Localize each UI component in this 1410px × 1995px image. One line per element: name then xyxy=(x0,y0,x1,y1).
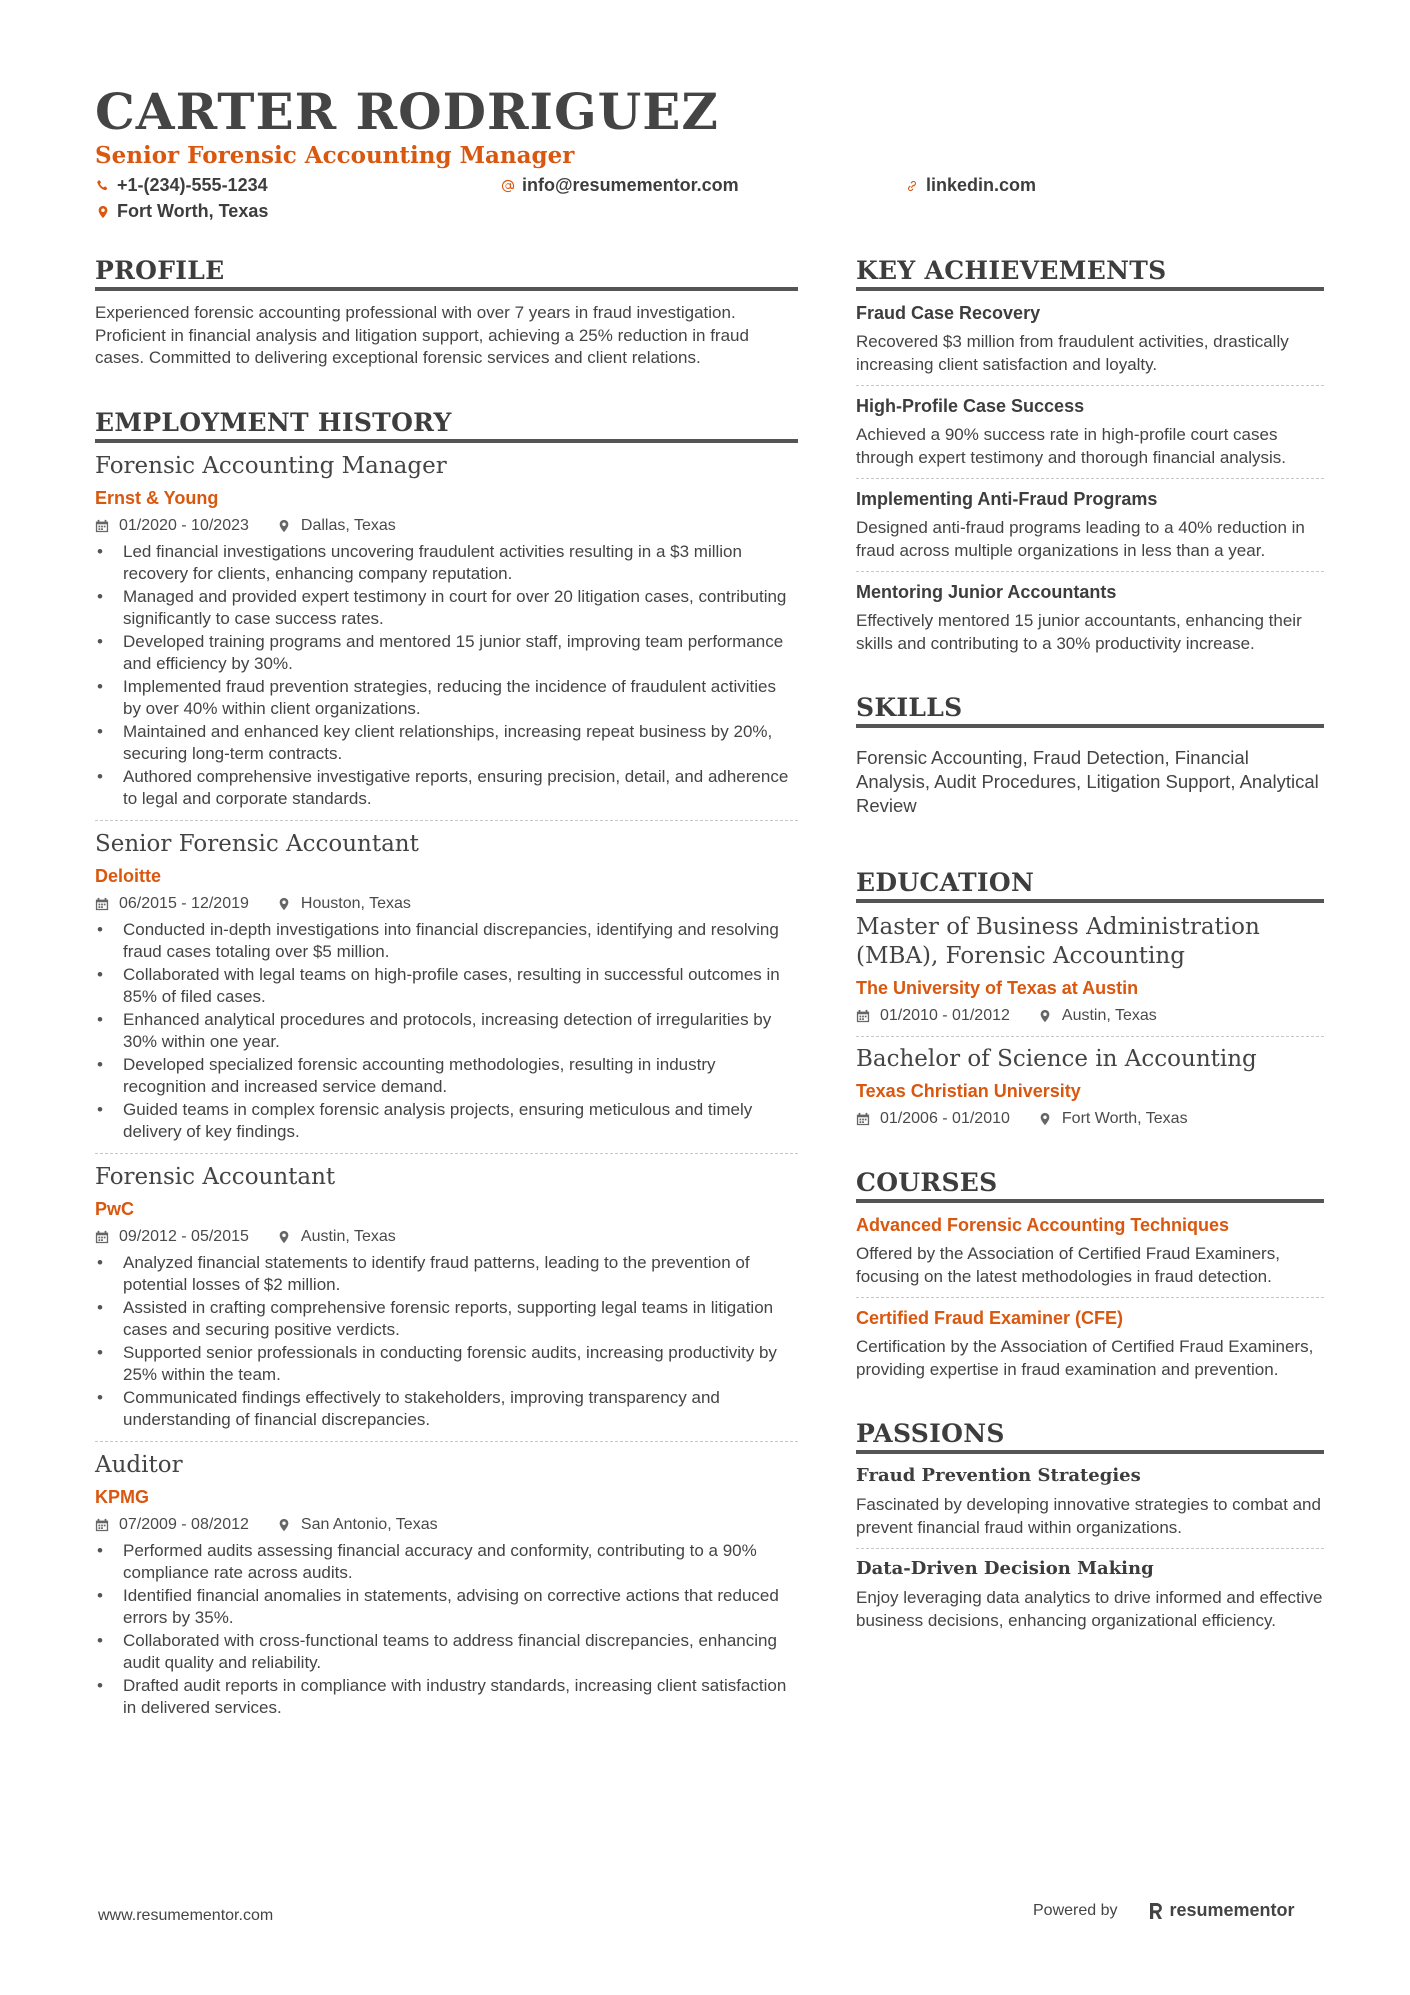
education-location: Austin, Texas xyxy=(1061,1007,1157,1024)
footer-website-link[interactable]: www.resumementor.com xyxy=(98,1907,274,1924)
education-school: The University of Texas at Austin xyxy=(856,978,1139,998)
skills-text: Forensic Accounting, Fraud Detection, Financial Analysis, Audit Procedures, Litigation Support, Analytical Review xyxy=(856,747,1319,816)
profile-text: Experienced forensic accounting professional with over 7 years in fraud investigation. Proficient in financial analysis and litigation support, achieving a 25% reduction in fraud cases. Committed to delivering exceptional forensic services and client relations. xyxy=(95,303,749,367)
education-section xyxy=(856,868,1324,1130)
phone-icon xyxy=(96,179,110,193)
profile-section xyxy=(95,256,798,370)
passion-item xyxy=(856,1557,1324,1632)
job-company: PwC xyxy=(95,1198,135,1219)
job-role: Senior Forensic Accountant xyxy=(95,830,419,857)
job-bullets xyxy=(95,919,798,1144)
job-entry xyxy=(95,1162,798,1432)
candidate-name: CARTER RODRIGUEZ xyxy=(95,82,719,141)
achievement-text: Recovered $3 million from fraudulent activities, drastically increasing client satisfaction and loyalty. xyxy=(856,332,1289,374)
powered-by-label: Powered by xyxy=(1033,1901,1118,1919)
section-title: EMPLOYMENT HISTORY xyxy=(95,408,798,443)
bullet-item: • Authored comprehensive investigative reports, ensuring precision, detail, and adherence to legal and corporate standards. xyxy=(95,766,798,811)
bullet-item: • Managed and provided expert testimony in court for over 20 litigation cases, contributing significantly to case success rates. xyxy=(95,586,798,631)
calendar-icon xyxy=(856,1009,870,1023)
achievement-item xyxy=(856,580,1324,655)
bullet-item: • Guided teams in complex forensic analysis projects, ensuring meticulous and timely delivery of key findings. xyxy=(95,1099,798,1144)
course-item xyxy=(856,1213,1324,1288)
divider xyxy=(856,1297,1324,1298)
divider xyxy=(856,385,1324,386)
left-column xyxy=(95,256,798,1720)
skills-section xyxy=(856,693,1324,818)
job-role: Auditor xyxy=(95,1451,183,1478)
achievements-section xyxy=(856,256,1324,655)
achievement-title: Mentoring Junior Accountants xyxy=(856,582,1117,602)
job-dates: 01/2020 - 10/2023 xyxy=(119,516,249,534)
job-meta xyxy=(95,515,798,537)
calendar-icon xyxy=(95,1518,109,1532)
bullet-item: • Implemented fraud prevention strategies, reducing the incidence of fraudulent activities by over 40% within client organizations. xyxy=(95,676,798,721)
job-entry xyxy=(95,451,798,811)
achievement-item xyxy=(856,487,1324,562)
brand-logo[interactable] xyxy=(1148,1900,1295,1921)
course-title: Advanced Forensic Accounting Techniques xyxy=(856,1215,1230,1235)
location-pin-icon xyxy=(1038,1112,1052,1126)
resumementor-logo-icon xyxy=(1148,1901,1164,1921)
section-title: SKILLS xyxy=(856,693,1324,728)
divider xyxy=(856,478,1324,479)
course-text: Offered by the Association of Certified Fraud Examiners, focusing on the latest methodologies in fraud detection. xyxy=(856,1244,1280,1286)
calendar-icon xyxy=(95,519,109,533)
divider xyxy=(856,1548,1324,1549)
contact-email[interactable] xyxy=(501,175,739,196)
achievement-title: High-Profile Case Success xyxy=(856,396,1085,416)
section-title: PROFILE xyxy=(95,256,798,291)
job-bullets xyxy=(95,1540,798,1720)
bullet-item: • Identified financial anomalies in statements, advising on corrective actions that reduced errors by 35%. xyxy=(95,1585,798,1630)
bullet-item: • Drafted audit reports in compliance with industry standards, increasing client satisfaction in delivered services. xyxy=(95,1675,798,1720)
passion-item xyxy=(856,1464,1324,1539)
job-entry xyxy=(95,1450,798,1720)
education-meta xyxy=(856,1108,1324,1130)
section-title: KEY ACHIEVEMENTS xyxy=(856,256,1324,291)
course-text: Certification by the Association of Certified Fraud Examiners, providing expertise in fraud examination and prevention. xyxy=(856,1337,1314,1379)
job-location: Dallas, Texas xyxy=(300,516,396,534)
location-pin-icon xyxy=(277,897,291,911)
linkedin-text: linkedin.com xyxy=(926,175,1037,195)
bullet-item: • Led financial investigations uncovering fraudulent activities resulting in a $3 million recovery for clients, enhancing company reputation. xyxy=(95,541,798,586)
brand-name: resumementor xyxy=(1169,1900,1295,1920)
achievement-text: Effectively mentored 15 junior accountants, enhancing their skills and contributing to a 30% productivity increase. xyxy=(856,611,1302,653)
divider xyxy=(95,1153,798,1154)
achievement-item xyxy=(856,301,1324,376)
education-item xyxy=(856,913,1324,1027)
job-role: Forensic Accountant xyxy=(95,1163,336,1190)
education-meta xyxy=(856,1005,1324,1027)
divider xyxy=(95,820,798,821)
job-entry xyxy=(95,829,798,1144)
right-column xyxy=(856,256,1324,1632)
job-company: Deloitte xyxy=(95,865,162,886)
link-icon xyxy=(905,179,919,193)
job-bullets xyxy=(95,541,798,811)
job-location: Houston, Texas xyxy=(300,894,411,912)
divider xyxy=(856,1036,1324,1037)
bullet-item: • Enhanced analytical procedures and protocols, increasing detection of irregularities by 30% within one year. xyxy=(95,1009,798,1054)
bullet-item: • Communicated findings effectively to stakeholders, improving transparency and understanding of financial discrepancies. xyxy=(95,1387,798,1432)
email-text: info@resumementor.com xyxy=(522,175,739,195)
phone-text: +1-(234)-555-1234 xyxy=(117,175,268,195)
job-location: San Antonio, Texas xyxy=(300,1515,438,1533)
achievement-title: Fraud Case Recovery xyxy=(856,303,1041,323)
bullet-item: • Analyzed financial statements to identify fraud patterns, leading to the prevention of potential losses of $2 million. xyxy=(95,1252,798,1297)
footer-powered-by xyxy=(1033,1900,1295,1921)
bullet-item: • Collaborated with cross-functional teams to address financial discrepancies, enhancing audit quality and reliability. xyxy=(95,1630,798,1675)
passion-title: Data-Driven Decision Making xyxy=(856,1558,1154,1579)
education-dates: 01/2010 - 01/2012 xyxy=(880,1007,1010,1024)
education-location: Fort Worth, Texas xyxy=(1061,1110,1188,1127)
achievement-item xyxy=(856,394,1324,469)
bullet-item: • Developed specialized forensic accounting methodologies, resulting in industry recognition and increased service demand. xyxy=(95,1054,798,1099)
courses-section xyxy=(856,1168,1324,1381)
section-title: PASSIONS xyxy=(856,1419,1324,1454)
calendar-icon xyxy=(95,897,109,911)
location-pin-icon xyxy=(277,1518,291,1532)
location-pin-icon xyxy=(96,205,110,219)
section-title: COURSES xyxy=(856,1168,1324,1203)
job-meta xyxy=(95,893,798,915)
at-sign-icon xyxy=(501,179,515,193)
job-company: KPMG xyxy=(95,1486,149,1507)
contact-location xyxy=(96,201,268,222)
location-pin-icon xyxy=(277,519,291,533)
job-bullets xyxy=(95,1252,798,1432)
course-item xyxy=(856,1306,1324,1381)
job-meta xyxy=(95,1226,798,1248)
location-pin-icon xyxy=(1038,1009,1052,1023)
calendar-icon xyxy=(95,1230,109,1244)
education-school: Texas Christian University xyxy=(856,1081,1081,1101)
job-dates: 07/2009 - 08/2012 xyxy=(119,1515,249,1533)
bullet-item: • Supported senior professionals in conducting forensic audits, increasing productivity by 25% within the team. xyxy=(95,1342,798,1387)
passion-text: Enjoy leveraging data analytics to drive informed and effective business decisions, enhancing organizational efficiency. xyxy=(856,1588,1323,1630)
job-meta xyxy=(95,1514,798,1536)
bullet-item: • Performed audits assessing financial accuracy and conformity, contributing to a 90% compliance rate across audits. xyxy=(95,1540,798,1585)
education-degree: Bachelor of Science in Accounting xyxy=(856,1046,1257,1072)
bullet-item: • Collaborated with legal teams on high-profile cases, resulting in successful outcomes in 85% of filed cases. xyxy=(95,964,798,1009)
divider xyxy=(95,1441,798,1442)
passions-section xyxy=(856,1419,1324,1632)
divider xyxy=(856,571,1324,572)
job-dates: 06/2015 - 12/2019 xyxy=(119,894,249,912)
bullet-item: • Developed training programs and mentored 15 junior staff, improving team performance and efficiency by 30%. xyxy=(95,631,798,676)
passion-text: Fascinated by developing innovative strategies to combat and prevent financial fraud within organizations. xyxy=(856,1495,1321,1537)
achievement-text: Achieved a 90% success rate in high-profile court cases through expert testimony and thorough financial analysis. xyxy=(856,425,1286,467)
job-location: Austin, Texas xyxy=(300,1227,396,1245)
education-degree: Master of Business Administration (MBA), Forensic Accounting xyxy=(856,914,1260,969)
employment-section xyxy=(95,408,798,1720)
education-dates: 01/2006 - 01/2010 xyxy=(880,1110,1010,1127)
location-pin-icon xyxy=(277,1230,291,1244)
bullet-item: • Maintained and enhanced key client relationships, increasing repeat business by 20%, securing long-term contracts. xyxy=(95,721,798,766)
contact-linkedin[interactable] xyxy=(905,175,1036,196)
achievement-text: Designed anti-fraud programs leading to a 40% reduction in fraud across multiple organizations in less than a year. xyxy=(856,518,1305,560)
job-title: Senior Forensic Accounting Manager xyxy=(95,142,575,169)
section-title: EDUCATION xyxy=(856,868,1324,903)
achievement-title: Implementing Anti-Fraud Programs xyxy=(856,489,1158,509)
job-role: Forensic Accounting Manager xyxy=(95,452,447,479)
job-dates: 09/2012 - 05/2015 xyxy=(119,1227,249,1245)
contact-phone[interactable] xyxy=(96,175,268,196)
bullet-item: • Assisted in crafting comprehensive forensic reports, supporting legal teams in litigation cases and securing positive verdicts. xyxy=(95,1297,798,1342)
job-company: Ernst & Young xyxy=(95,487,219,508)
course-title: Certified Fraud Examiner (CFE) xyxy=(856,1308,1124,1328)
location-text: Fort Worth, Texas xyxy=(117,201,269,221)
bullet-item: • Conducted in-depth investigations into financial discrepancies, identifying and resolving fraud cases totaling over $5 million. xyxy=(95,919,798,964)
education-item xyxy=(856,1045,1324,1130)
passion-title: Fraud Prevention Strategies xyxy=(856,1465,1141,1486)
calendar-icon xyxy=(856,1112,870,1126)
